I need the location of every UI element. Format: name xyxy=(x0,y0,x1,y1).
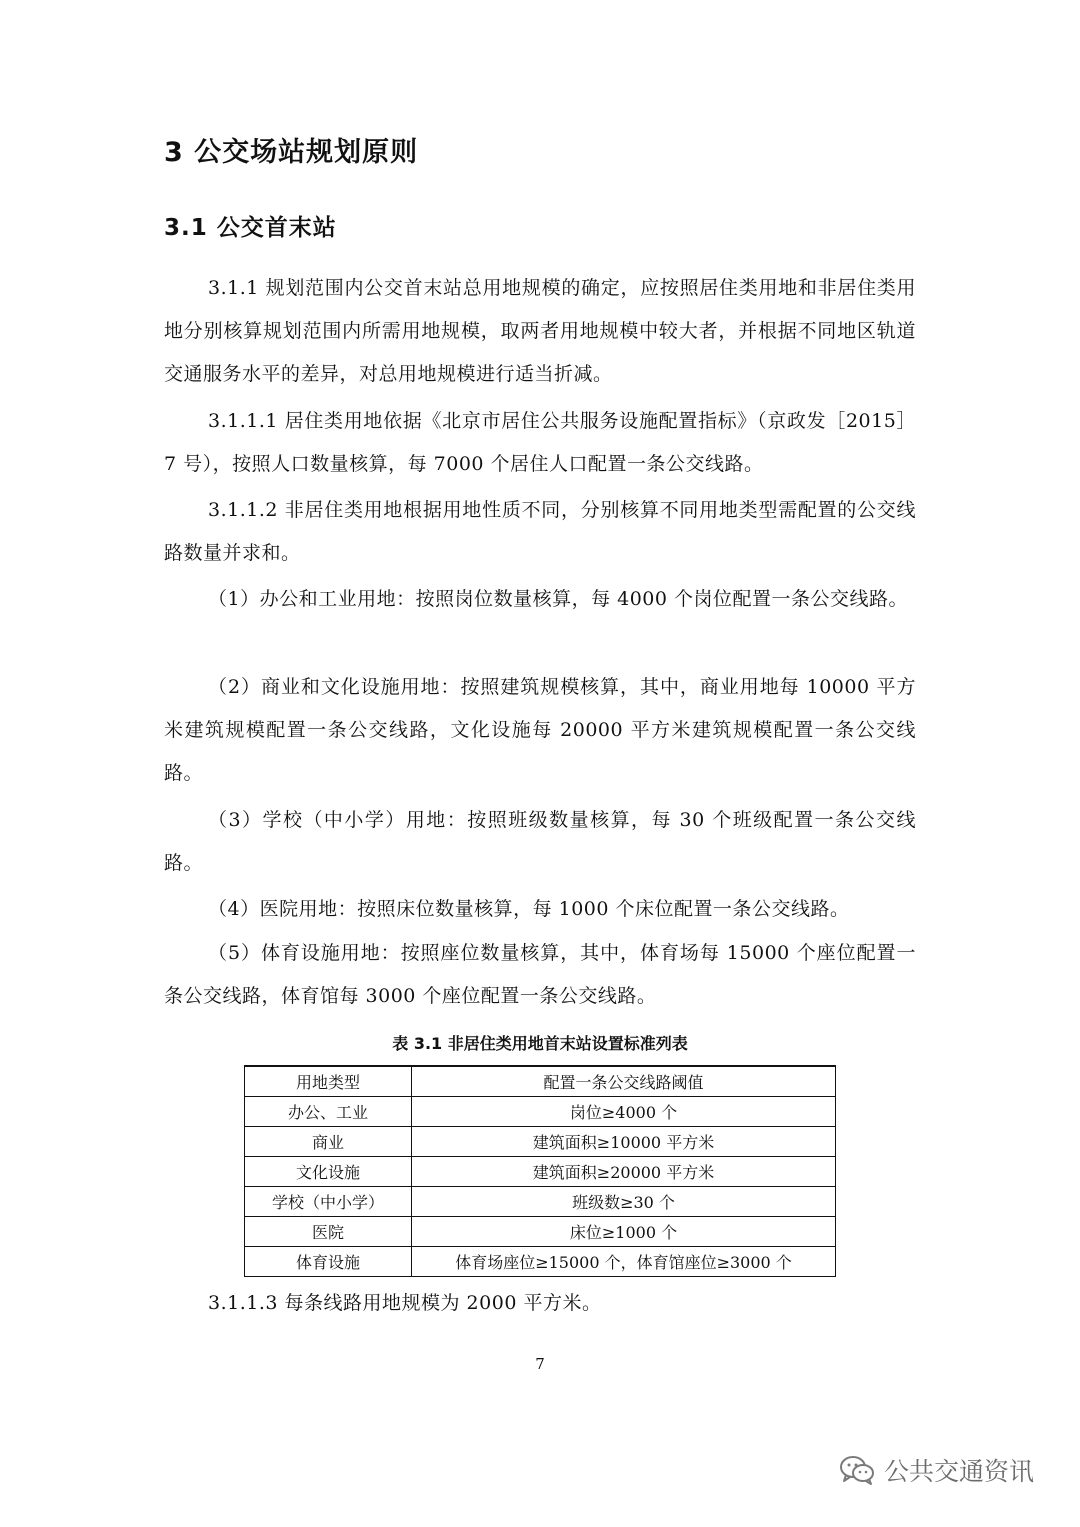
table-caption: 表 3.1 非居住类用地首末站设置标准列表 xyxy=(392,1034,688,1053)
table-cell-threshold: 岗位≥4000 个 xyxy=(412,1097,836,1127)
table-cell-land-type: 文化设施 xyxy=(245,1157,412,1187)
table-row xyxy=(245,1127,836,1157)
table-row xyxy=(245,1247,836,1277)
table-cell-land-type: 医院 xyxy=(245,1217,412,1247)
table-cell-threshold: 建筑面积≥10000 平方米 xyxy=(412,1127,836,1157)
watermark xyxy=(838,1452,1034,1488)
table-header-row xyxy=(245,1066,836,1097)
paragraph-item-3: （3）学校（中小学）用地：按照班级数量核算，每 30 个班级配置一条公交线路。 xyxy=(164,809,916,874)
paragraph-item-5: （5）体育设施用地：按照座位数量核算，其中，体育场每 15000 个座位配置一条公交线路，体育馆每 3000 个座位配置一条公交线路。 xyxy=(164,942,916,1007)
table-cell-land-type: 学校（中小学） xyxy=(245,1187,412,1217)
paragraph-3-1-1-1: 3.1.1.1 居住类用地依据《北京市居住公共服务设施配置指标》（京政发［2015］7 号），按照人口数量核算，每 7000 个居住人口配置一条公交线路。 xyxy=(164,410,916,475)
wechat-icon xyxy=(838,1454,876,1486)
paragraph-3-1-1-3: 3.1.1.3 每条线路用地规模为 2000 平方米。 xyxy=(208,1292,602,1314)
section-heading: 3.1 公交首末站 xyxy=(164,215,337,241)
table-cell-land-type: 体育设施 xyxy=(245,1247,412,1277)
table-cell-threshold: 班级数≥30 个 xyxy=(412,1187,836,1217)
table-row xyxy=(245,1157,836,1187)
watermark-text: 公共交通资讯 xyxy=(884,1457,1035,1486)
table-header-cell: 用地类型 xyxy=(245,1066,412,1097)
table-cell-threshold: 体育场座位≥15000 个，体育馆座位≥3000 个 xyxy=(412,1247,836,1277)
table-cell-land-type: 商业 xyxy=(245,1127,412,1157)
table-row xyxy=(245,1187,836,1217)
table-cell-threshold: 建筑面积≥20000 平方米 xyxy=(412,1157,836,1187)
table-row xyxy=(245,1097,836,1127)
paragraph-item-2: （2）商业和文化设施用地：按照建筑规模核算，其中，商业用地每 10000 平方米建筑规模配置一条公交线路，文化设施每 20000 平方米建筑规模配置一条公交线路。 xyxy=(164,676,916,784)
table-cell-threshold: 床位≥1000 个 xyxy=(412,1217,836,1247)
table-header-cell: 配置一条公交线路阈值 xyxy=(412,1066,836,1097)
table-row xyxy=(245,1217,836,1247)
paragraph-3-1-1: 3.1.1 规划范围内公交首末站总用地规模的确定，应按照居住类用地和非居住类用地分别核算规划范围内所需用地规模，取两者用地规模中较大者，并根据不同地区轨道交通服务水平的差异，对总用地规模进行适当折减。 xyxy=(164,277,916,385)
paragraph-3-1-1-2: 3.1.1.2 非居住类用地根据用地性质不同，分别核算不同用地类型需配置的公交线路数量并求和。 xyxy=(164,499,916,564)
paragraph-item-1: （1）办公和工业用地：按照岗位数量核算，每 4000 个岗位配置一条公交线路。 xyxy=(208,588,909,610)
standards-table xyxy=(244,1065,836,1277)
table-cell-land-type: 办公、工业 xyxy=(245,1097,412,1127)
paragraph-item-4: （4）医院用地：按照床位数量核算，每 1000 个床位配置一条公交线路。 xyxy=(208,898,850,920)
page-number: 7 xyxy=(535,1355,545,1373)
chapter-heading: 3 公交场站规划原则 xyxy=(164,137,419,168)
